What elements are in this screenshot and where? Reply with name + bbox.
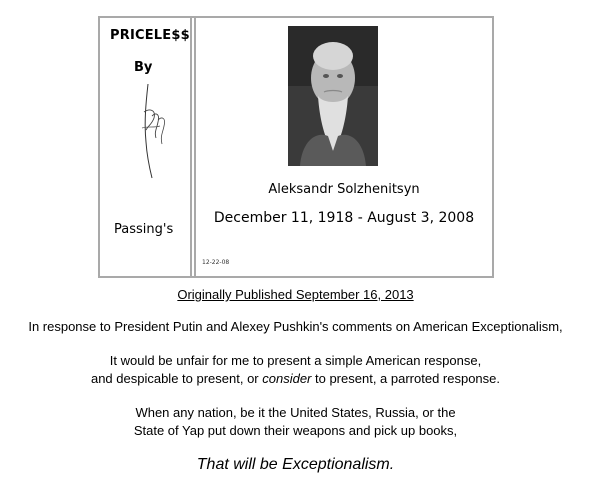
life-dates: December 11, 1918 - August 3, 2008 [213,210,475,226]
date-stamp: 12-22-08 [202,259,230,266]
priceless-title-prefix: PRICELE [110,28,172,43]
paragraph-unfair-line2-b: to present, a parroted response. [311,371,501,386]
paragraph-nations [0,404,591,440]
paragraph-nations-line1: When any nation, be it the United States, Russia, or the [135,405,456,420]
passings-label: Passing's [114,222,174,237]
closing-statement: That will be Exceptionalism. [196,456,395,473]
paragraph-unfair-line2 [0,370,591,388]
paragraph-unfair-line2-a: and despicable to present, or [90,371,263,386]
memorial-card [98,16,494,278]
paragraph-response [0,318,591,336]
paragraph-nations-line2: State of Yap put down their weapons and pick up books, [133,423,458,438]
person-name: Aleksandr Solzhenitsyn [268,182,420,197]
paragraph-response-text: In response to President Putin and Alexey Pushkin's comments on American Exceptionalism, [28,319,563,334]
published-date: Originally Published September 16, 2013 [177,287,414,302]
paragraph-unfair [0,352,591,388]
priceless-title-suffix: $$ [171,28,190,43]
priceless-title [110,28,190,43]
by-label: By [134,60,153,75]
paragraph-unfair-emphasis: consider [262,371,312,386]
card-left-panel [100,18,192,276]
paragraph-unfair-line1: It would be unfair for me to present a simple American response, [109,353,482,368]
card-right-panel [194,18,492,276]
signature-image [134,82,174,182]
portrait-photo [288,26,378,166]
